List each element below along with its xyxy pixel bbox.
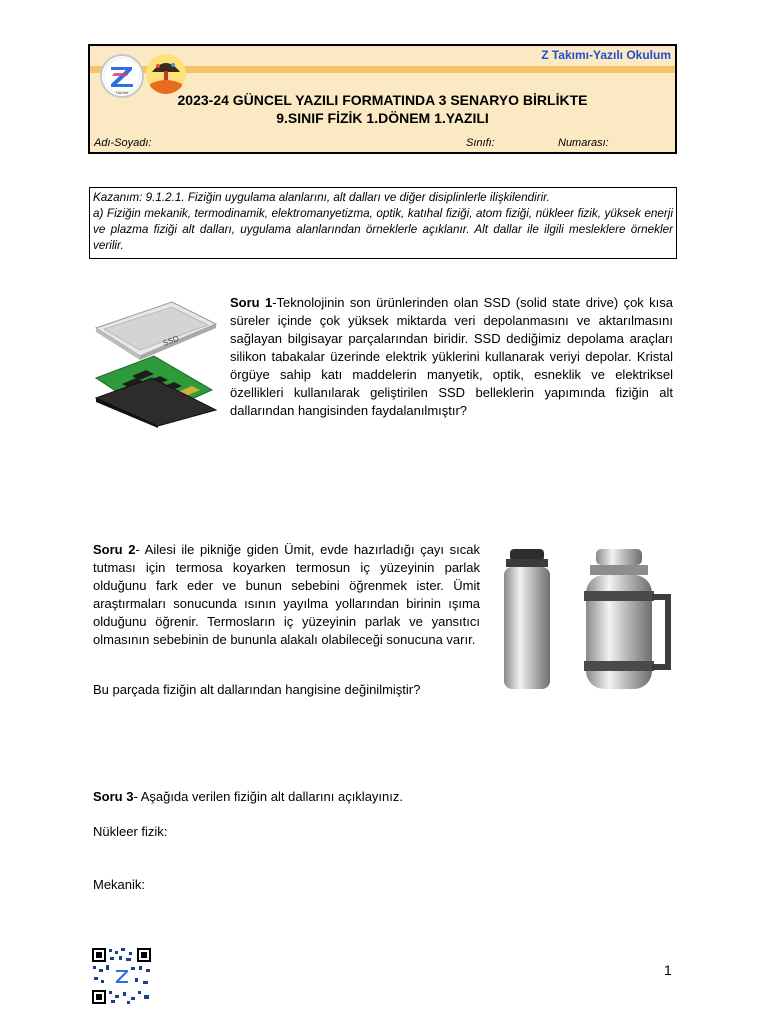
qr-code-icon[interactable]	[91, 947, 152, 1005]
page-number: 1	[664, 962, 672, 978]
question-2-text: - Ailesi ile pikniğe giden Ümit, evde hazırladığı çayı sıcak tutması için termosa koyarken termosun iç yüzeyinin parlak olduğunu fark eder ve bunun sebebini öğrenmek ister. Ümit araştırmaları sonucunda ısının yayılma yollarından birinin ışıma olduğunu öğrenir. Termosların iç yüzeyinin parlak ve yansıtıcı olmasının sebebinin de bununla alakalı olabileceği sonucuna varır.	[93, 542, 480, 647]
exam-title: 2023-24 GÜNCEL YAZILI FORMATINDA 3 SENARYO BİRLİKTE	[177, 92, 588, 108]
question-2-label: Soru 2	[93, 542, 136, 557]
ssd-image	[92, 298, 220, 428]
question-1	[230, 294, 673, 420]
question-2	[93, 541, 480, 649]
school-name: Z Takımı-Yazılı Okulum	[541, 48, 671, 62]
question-3	[93, 789, 403, 804]
question-3-text: - Aşağıda verilen fiziğin alt dallarını açıklayınız.	[133, 789, 403, 804]
thermos-image	[496, 545, 676, 695]
answer-prompt-nuclear: Nükleer fizik:	[93, 824, 168, 839]
class-label: Sınıfı:	[466, 137, 495, 149]
z-logo-subtext: TAKIMI	[115, 90, 129, 95]
objective-description: a) Fiziğin mekanik, termodinamik, elektromanyetizma, optik, katıhal fiziği, atom fiziği, nükleer fizik, yüksek enerji ve plazma fiziği alt dalları, uygulama alanlarından örneklerle açıklanır. Alt dallar ile ilgili mesleklere örnekler verilir.	[93, 207, 673, 252]
question-3-label: Soru 3	[93, 789, 134, 804]
festival-logo-icon	[146, 54, 186, 94]
question-1-label: Soru 1	[230, 295, 273, 310]
answer-prompt-mechanics: Mekanik:	[93, 877, 146, 892]
exam-subtitle: 9.SINIF FİZİK 1.DÖNEM 1.YAZILI	[276, 110, 489, 126]
exam-header	[88, 44, 677, 154]
question-2-prompt: Bu parçada fiziğin alt dallarından hangisine değinilmiştir?	[93, 682, 421, 697]
learning-objective-box	[89, 187, 677, 259]
objective-code: Kazanım: 9.1.2.1. Fiziğin uygulama alanlarını, alt dalları ve diğer disiplinlerle ilişkilendirir.	[93, 191, 550, 204]
ssd-label: SSD	[161, 333, 181, 348]
number-label: Numarası:	[558, 137, 609, 149]
question-1-text: -Teknolojinin son ürünlerinden olan SSD (solid state drive) çok kısa süreler içinde çok yüksek miktarda veri depolanmasını ve aktarılmasını sağlayan bilgisayar parçalarından biridir. SSD dediğimiz depolama araçları silikon tabakalar üzerinde elektrik yüklerini kullanarak veriyi depolar. Kristal örgüye sahip katı maddelerin manyetik, optik, esneklik ve elektriksel özellikleri kullanılarak geliştirilen SSD belleklerin yapımında fiziğin alt dallarından hangisinden faydalanılmıştır?	[230, 295, 673, 418]
name-label: Adı-Soyadı:	[94, 137, 152, 149]
